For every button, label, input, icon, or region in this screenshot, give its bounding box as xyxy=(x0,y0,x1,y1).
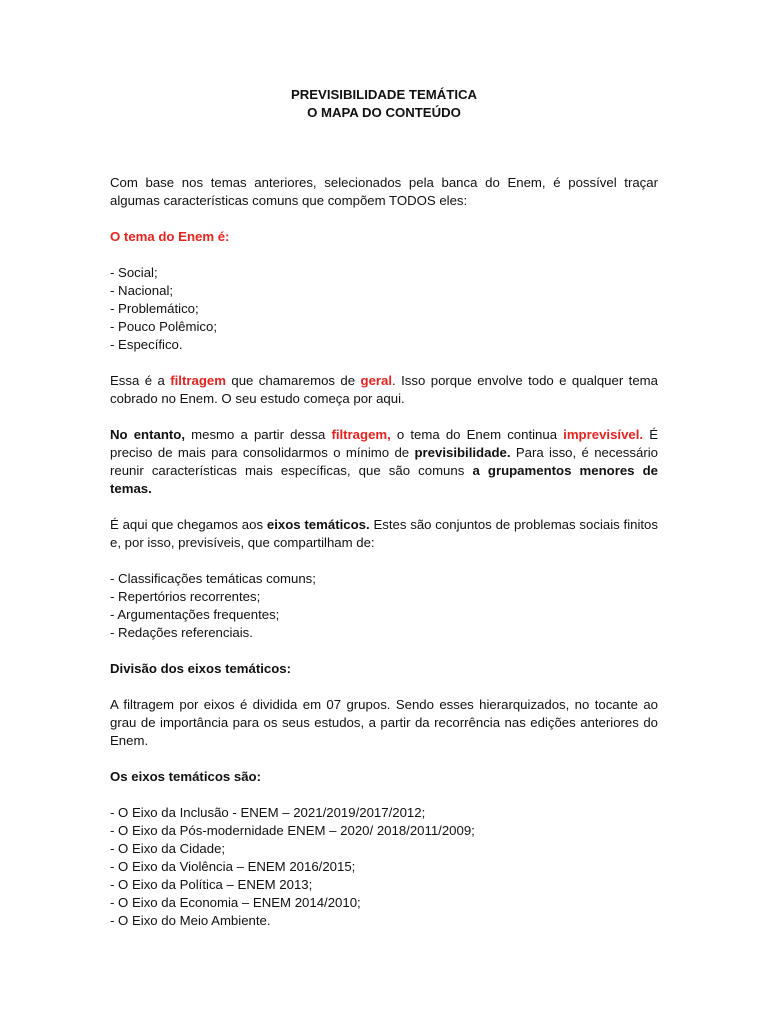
highlight-filtragem: filtragem xyxy=(170,373,226,388)
highlight-geral: geral xyxy=(360,373,393,388)
bold-eixos-tematicos: eixos temáticos. xyxy=(266,517,370,532)
text-run: que chamaremos de xyxy=(225,373,361,388)
list-item: - O Eixo do Meio Ambiente. xyxy=(110,913,271,928)
divisao-heading: Divisão dos eixos temáticos: xyxy=(110,661,292,676)
list-item: - Nacional; xyxy=(110,283,174,298)
list-item: - O Eixo da Cidade; xyxy=(110,841,226,856)
text-run: Essa é a xyxy=(110,373,171,388)
list-item: - O Eixo da Violência – ENEM 2016/2015; xyxy=(110,859,356,874)
text-run: É preciso de mais para consolidarmos o mínimo de xyxy=(110,427,658,460)
eixos-list xyxy=(110,804,658,930)
text-run: . Isso porque envolve todo e qualquer tema cobrado no Enem. O seu estudo começa por aqui. xyxy=(110,373,658,406)
title-line-1: PREVISIBILIDADE TEMÁTICA xyxy=(290,87,478,102)
bold-grupamentos: a grupamentos menores de temas. xyxy=(110,463,658,496)
list-item: - O Eixo da Pós-modernidade ENEM – 2020/ 2018/2011/2009; xyxy=(110,823,475,838)
bold-no-entanto: No entanto, xyxy=(110,427,185,442)
list-item: - Classificações temáticas comuns; xyxy=(110,571,316,586)
text-run: o tema do Enem continua xyxy=(390,427,564,442)
list-item: - O Eixo da Economia – ENEM 2014/2010; xyxy=(110,895,361,910)
eixos-share-list xyxy=(110,570,658,642)
list-item: - Problemático; xyxy=(110,301,199,316)
list-item: - Social; xyxy=(110,265,158,280)
text-run: Estes são conjuntos de problemas sociais finitos e, por isso, previsíveis, que compartilham de: xyxy=(110,517,658,550)
list-item: - Pouco Polêmico; xyxy=(110,319,218,334)
text-run: Para isso, é necessário reunir características mais específicas, que são comuns xyxy=(110,445,658,478)
intro-paragraph: Com base nos temas anteriores, selecionados pela banca do Enem, é possível traçar algumas características comuns que compõem TODOS eles: xyxy=(110,175,658,208)
list-item: - Específico. xyxy=(110,337,183,352)
eixos-intro-paragraph xyxy=(110,516,658,552)
highlight-filtragem: filtragem, xyxy=(331,427,391,442)
filtragem-paragraph xyxy=(110,372,658,408)
list-item: - Redações referenciais. xyxy=(110,625,253,640)
divisao-paragraph: A filtragem por eixos é dividida em 07 grupos. Sendo esses hierarquizados, no tocante ao grau de importância para os seus estudos, a partir da recorrência nas edições anteriores do Enem. xyxy=(110,697,658,748)
eixos-heading: Os eixos temáticos são: xyxy=(110,769,261,784)
bold-previsibilidade: previsibilidade. xyxy=(414,445,511,460)
list-item: - Argumentações frequentes; xyxy=(110,607,280,622)
text-run: mesmo a partir dessa xyxy=(185,427,332,442)
list-item: - O Eixo da Inclusão - ENEM – 2021/2019/2017/2012; xyxy=(110,805,426,820)
highlight-imprevisivel: imprevisível. xyxy=(563,427,644,442)
text-run: É aqui que chegamos aos xyxy=(110,517,267,532)
tema-list xyxy=(110,264,658,354)
list-item: - O Eixo da Política – ENEM 2013; xyxy=(110,877,313,892)
tema-heading: O tema do Enem é: xyxy=(110,229,230,244)
entanto-paragraph xyxy=(110,426,658,498)
title-line-2: O MAPA DO CONTEÚDO xyxy=(307,105,461,120)
list-item: - Repertórios recorrentes; xyxy=(110,589,261,604)
